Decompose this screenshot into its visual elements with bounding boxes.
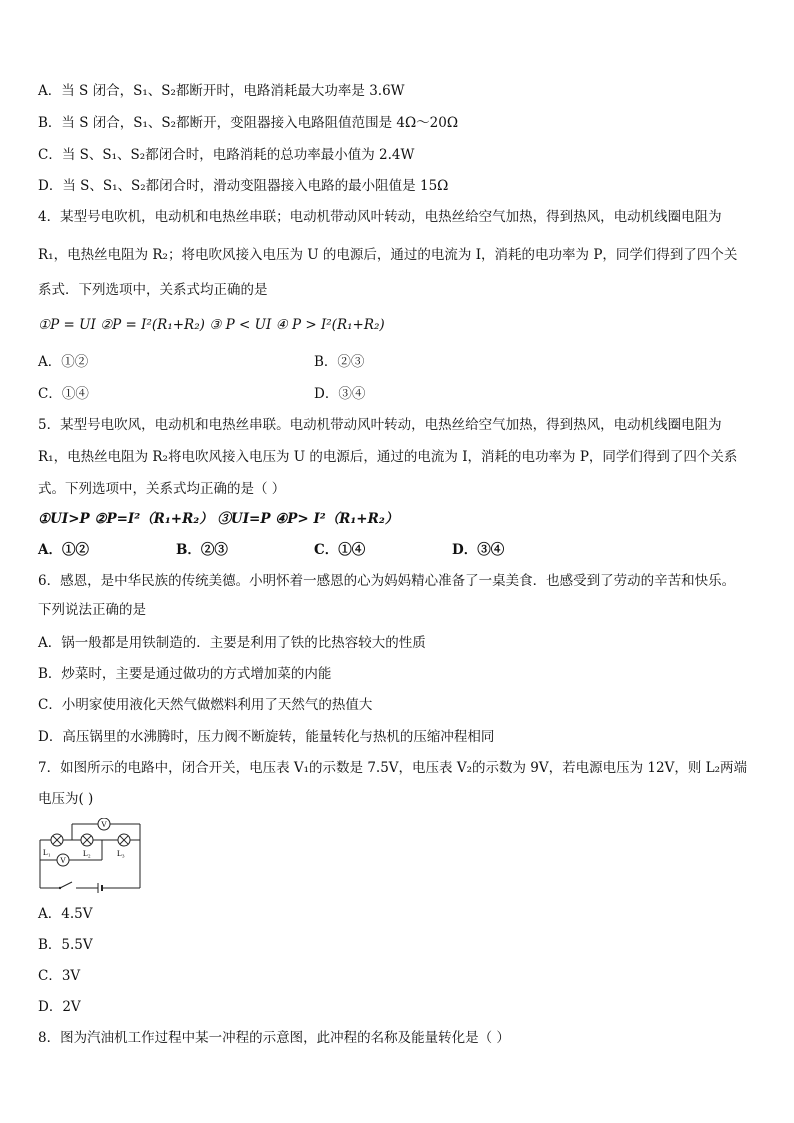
q5-stem-line2: R₁，电热丝电阻为 R₂将电吹风接入电压为 U 的电源后，通过的电流为 I，消耗的电功率为 P，同学们得到了四个关系 bbox=[38, 449, 738, 465]
q4-option-c: C．①④ bbox=[38, 386, 89, 402]
q3-option-a: A．当 S 闭合，S₁、S₂都断开时，电路消耗最大功率是 3.6W bbox=[38, 83, 405, 99]
q7-option-d: D．2V bbox=[38, 999, 81, 1015]
lamp-l2-icon bbox=[81, 834, 93, 846]
q4-option-d: D．③④ bbox=[314, 386, 366, 402]
q5-option-c: C．①④ bbox=[314, 542, 366, 558]
q4-formulas: ①P = UI ②P = I²(R₁+R₂) ③ P < UI ④ P > I²(R₁+R₂) bbox=[38, 317, 385, 333]
q6-option-b: B．炒菜时，主要是通过做功的方式增加菜的内能 bbox=[38, 666, 332, 682]
q7-option-a: A．4.5V bbox=[38, 906, 93, 922]
lamp-l3-label: L₃ bbox=[117, 849, 125, 858]
q6-stem-line1: 6．感恩，是中华民族的传统美德。小明怀着一感恩的心为妈妈精心准备了一桌美食．也感受到了劳动的辛苦和快乐。 bbox=[38, 573, 736, 589]
q4-stem-line2: R₁，电热丝电阻为 R₂；将电吹风接入电压为 U 的电源后，通过的电流为 I，消耗的电功率为 P，同学们得到了四个关 bbox=[38, 247, 738, 263]
q4-stem-line1: 4．某型号电吹机，电动机和电热丝串联；电动机带动风叶转动，电热丝给空气加热，得到热风，电动机线圈电阻为 bbox=[38, 209, 722, 225]
q5-formulas: ①UI>P ②P=I²（R₁+R₂） ③UI=P ④P> I²（R₁+R₂） bbox=[38, 511, 399, 527]
q6-option-a: A．锅一般都是用铁制造的．主要是利用了铁的比热容较大的性质 bbox=[38, 635, 426, 651]
circuit-diagram bbox=[34, 818, 146, 894]
q5-option-b: B．②③ bbox=[176, 542, 228, 558]
q5-option-a: A．①② bbox=[38, 542, 89, 558]
voltmeter-top-label: V bbox=[101, 820, 107, 829]
q7-stem-line1: 7．如图所示的电路中，闭合开关，电压表 V₁的示数是 7.5V，电压表 V₂的示数为 9V，若电源电压为 12V，则 L₂两端 bbox=[38, 760, 748, 776]
voltmeter-bottom-label: V bbox=[60, 856, 66, 865]
q4-option-b: B．②③ bbox=[314, 354, 365, 370]
switch-contact-icon bbox=[59, 887, 61, 889]
lamp-l3-icon bbox=[118, 834, 130, 846]
q3-option-b: B．当 S 闭合，S₁、S₂都断开，变阻器接入电路阻值范围是 4Ω～20Ω bbox=[38, 115, 459, 131]
q6-option-d: D．高压锅里的水沸腾时，压力阀不断旋转，能量转化与热机的压缩冲程相同 bbox=[38, 729, 495, 745]
q7-stem-line2: 电压为( ) bbox=[38, 791, 94, 807]
q5-option-d: D．③④ bbox=[452, 542, 505, 558]
q3-option-d: D．当 S、S₁、S₂都闭合时，滑动变阻器接入电路的最小阻值是 15Ω bbox=[38, 178, 449, 194]
lamp-l1-icon bbox=[51, 834, 63, 846]
q5-stem-line1: 5．某型号电吹风，电动机和电热丝串联。电动机带动风叶转动，电热丝给空气加热，得到热风，电动机线圈电阻为 bbox=[38, 417, 722, 433]
q3-option-c: C．当 S、S₁、S₂都闭合时，电路消耗的总功率最小值为 2.4W bbox=[38, 147, 415, 163]
q6-stem-line2: 下列说法正确的是 bbox=[38, 602, 146, 618]
q4-stem-line3: 系式．下列选项中，关系式均正确的是 bbox=[38, 282, 268, 298]
lamp-l2-label: L₂ bbox=[83, 849, 91, 858]
q4-option-a: A．①② bbox=[38, 354, 89, 370]
q7-option-c: C．3V bbox=[38, 968, 81, 984]
q8-stem-line1: 8．图为汽油机工作过程中某一冲程的示意图，此冲程的名称及能量转化是（ ） bbox=[38, 1030, 510, 1046]
q5-stem-line3: 式。下列选项中，关系式均正确的是（ ） bbox=[38, 481, 286, 497]
q6-option-c: C．小明家使用液化天然气做燃料利用了天然气的热值大 bbox=[38, 697, 373, 713]
lamp-l1-label: L₁ bbox=[43, 848, 51, 857]
switch-icon bbox=[60, 882, 72, 888]
q7-option-b: B．5.5V bbox=[38, 937, 93, 953]
